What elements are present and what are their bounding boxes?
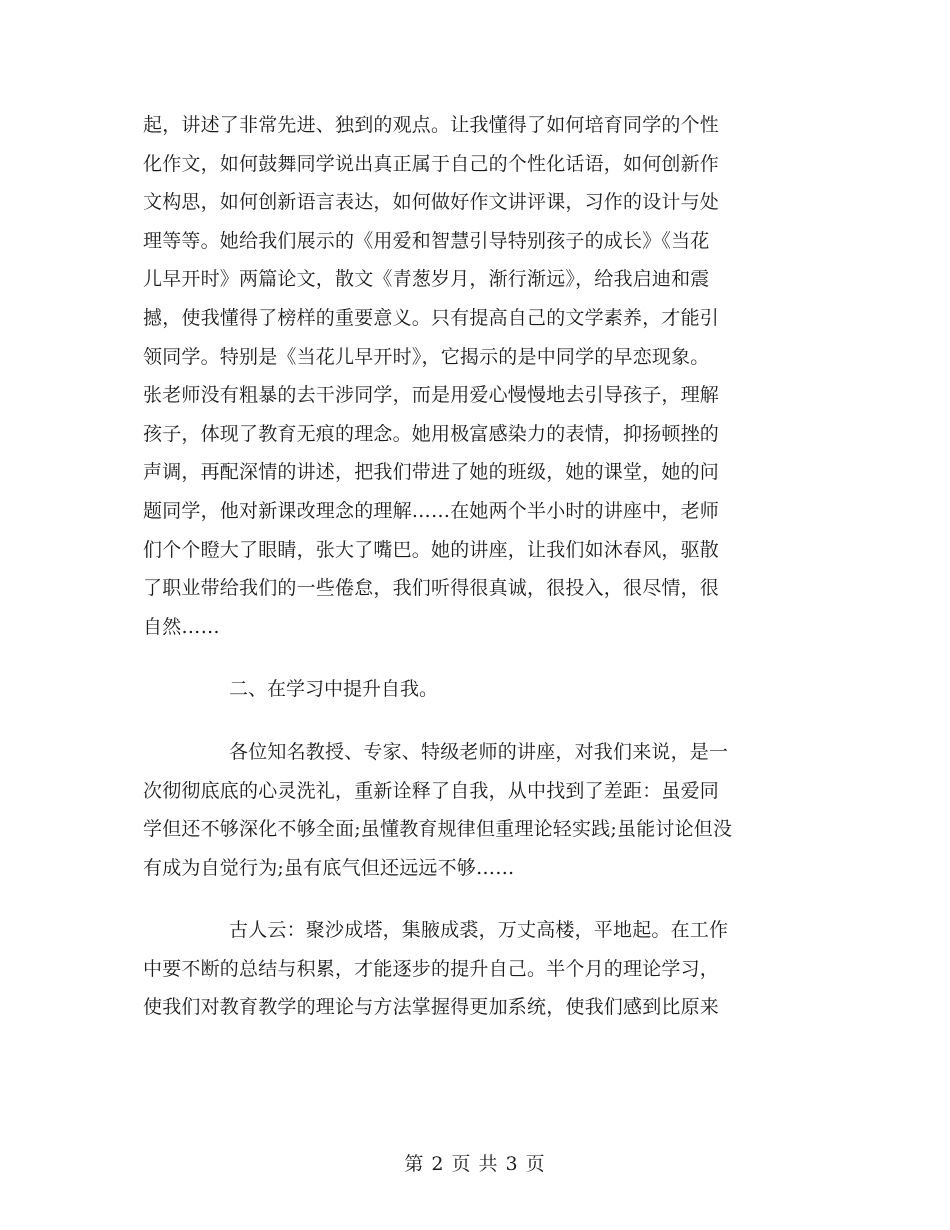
text-line: 有成为自觉行为;虽有底气但还远远不够…… <box>143 856 515 879</box>
paragraph-2 <box>143 733 803 887</box>
text-line: 撼，使我懂得了榜样的重要意义。只有提高自己的文学素养，才能引 <box>143 306 720 329</box>
document-body <box>143 106 803 1027</box>
text-line: 题同学，他对新课改理念的理解……在她两个半小时的讲座中，老师 <box>143 499 720 522</box>
text-line: 次彻彻底底的心灵洗礼，重新诠释了自我，从中找到了差距：虽爱同 <box>143 779 720 802</box>
text-line: 学但还不够深化不够全面;虽懂教育规律但重理论轻实践;虽能讨论但没 <box>143 818 733 841</box>
text-line: 文构思，如何创新语言表达，如何做好作文讲评课，习作的设计与处 <box>143 191 720 214</box>
page-number-footer: 第 2 页 共 3 页 <box>404 1153 546 1175</box>
paragraph-1 <box>143 106 803 646</box>
text-line: 张老师没有粗暴的去干涉同学，而是用爱心慢慢地去引导孩子，理解 <box>143 384 720 407</box>
text-line: 理等等。她给我们展示的《用爱和智慧引导特别孩子的成长》《当花 <box>143 229 710 252</box>
text-line: 化作文，如何鼓舞同学说出真正属于自己的个性化话语，如何创新作 <box>143 152 720 175</box>
paragraph-3 <box>143 911 803 1027</box>
text-line: 儿早开时》两篇论文，散文《青葱岁月，渐行渐远》，给我启迪和震 <box>143 268 710 291</box>
text-line: 们个个瞪大了眼睛，张大了嘴巴。她的讲座，让我们如沐春风，驱散 <box>143 538 720 561</box>
text-line: 自然…… <box>143 615 220 638</box>
section-heading: 二、在学习中提升自我。 <box>229 678 439 701</box>
text-line: 使我们对教育教学的理论与方法掌握得更加系统，使我们感到比原来 <box>143 996 720 1019</box>
text-line: 各位知名教授、专家、特级老师的讲座，对我们来说，是一 <box>229 740 729 763</box>
text-line: 中要不断的总结与积累，才能逐步的提升自己。半个月的理论学习， <box>143 957 720 980</box>
text-line: 古人云：聚沙成塔，集腋成裘，万丈高楼，平地起。在工作 <box>229 919 729 942</box>
text-line: 起，讲述了非常先进、独到的观点。让我懂得了如何培育同学的个性 <box>143 114 720 136</box>
text-line: 领同学。特别是《当花儿早开时》，它揭示的是中同学的早恋现象。 <box>143 345 710 368</box>
text-line: 了职业带给我们的一些倦怠，我们听得很真诚，很投入，很尽情，很 <box>143 577 720 600</box>
text-line: 孩子，体现了教育无痕的理念。她用极富感染力的表情，抑扬顿挫的 <box>143 422 720 445</box>
text-line: 声调，再配深情的讲述，把我们带进了她的班级，她的课堂，她的问 <box>143 461 720 484</box>
